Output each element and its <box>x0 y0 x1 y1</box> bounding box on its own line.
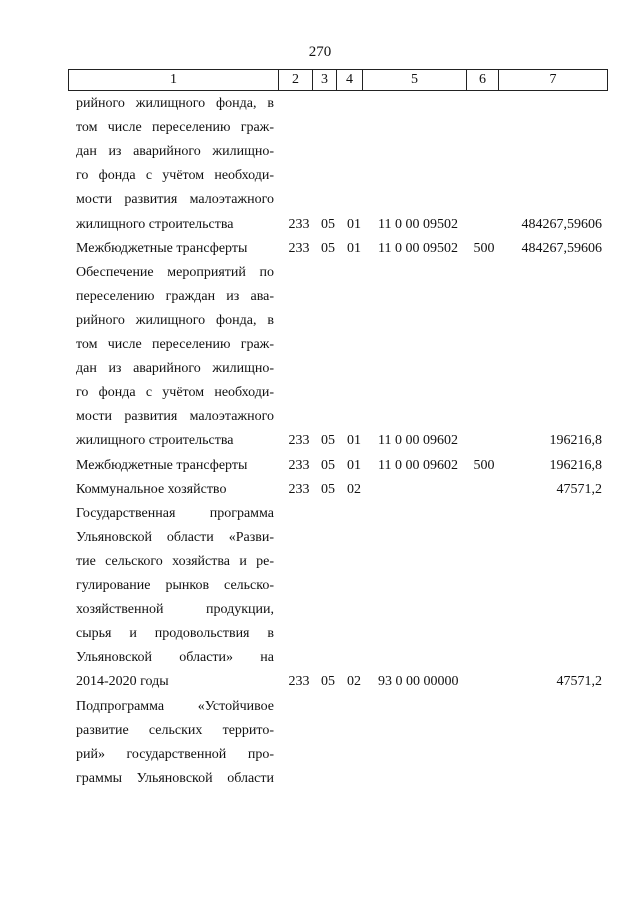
row-description: тие сельского хозяйства и ре- <box>76 553 274 569</box>
amount: 196216,8 <box>549 433 602 449</box>
row-description: го фонда с учётом необходи- <box>76 385 274 401</box>
subsection-code: 01 <box>347 457 361 473</box>
chapter-code: 233 <box>288 216 310 232</box>
table-row <box>0 429 640 453</box>
header-col-5: 5 <box>363 70 467 91</box>
table-row <box>0 140 640 164</box>
section-code: 05 <box>321 240 335 256</box>
row-description: 2014-2020 годы <box>76 674 169 690</box>
table-row <box>0 237 640 261</box>
table-row <box>0 188 640 212</box>
amount: 484267,59606 <box>521 240 602 256</box>
row-description: мости развития малоэтажного <box>76 409 274 425</box>
header-col-4: 4 <box>337 70 363 91</box>
table-row <box>0 695 640 719</box>
table-row <box>0 405 640 429</box>
expense-type-code: 500 <box>473 457 495 473</box>
row-description: хозяйственной продукции, <box>76 602 274 618</box>
table-row <box>0 502 640 526</box>
section-code: 05 <box>321 216 335 232</box>
target-article-code: 11 0 00 09502 <box>378 216 458 232</box>
table-row <box>0 743 640 767</box>
row-description: гулирование рынков сельско- <box>76 578 274 593</box>
subsection-code: 01 <box>347 433 361 449</box>
row-description: рийного жилищного фонда, в <box>76 312 274 328</box>
row-description: Ульяновской области» на <box>76 650 274 666</box>
target-article-code: 11 0 00 09502 <box>378 240 458 256</box>
row-description: Обеспечение мероприятий по <box>76 264 274 280</box>
table-row <box>0 116 640 140</box>
amount: 484267,59606 <box>521 216 602 232</box>
page-number: 270 <box>308 44 332 60</box>
chapter-code: 233 <box>288 481 310 497</box>
section-code: 05 <box>321 433 335 449</box>
amount: 196216,8 <box>549 457 602 473</box>
row-description: том числе переселению граж- <box>76 120 274 136</box>
table-row <box>0 213 640 237</box>
table-row <box>0 646 640 670</box>
row-description: го фонда с учётом необходи- <box>76 168 274 184</box>
table-row <box>0 454 640 478</box>
header-col-1: 1 <box>69 70 279 91</box>
row-description: Межбюджетные трансферты <box>76 240 248 256</box>
section-code: 05 <box>321 457 335 473</box>
row-description: рийного жилищного фонда, в <box>76 96 274 111</box>
table-row <box>0 767 640 791</box>
row-description: мости развития малоэтажного <box>76 192 274 208</box>
table-row <box>0 574 640 598</box>
section-code: 05 <box>321 674 335 690</box>
table-row <box>0 622 640 646</box>
table-row <box>0 598 640 622</box>
table-row <box>0 285 640 309</box>
row-description: развитие сельских террито- <box>76 722 274 738</box>
amount: 47571,2 <box>556 674 602 690</box>
table-row <box>0 670 640 694</box>
expense-type-code: 500 <box>473 240 495 256</box>
subsection-code: 02 <box>347 674 361 690</box>
row-description: дан из аварийного жилищно- <box>76 144 274 160</box>
row-description: том числе переселению граж- <box>76 337 274 352</box>
row-description: дан из аварийного жилищно- <box>76 361 274 377</box>
chapter-code: 233 <box>288 433 310 449</box>
table-row <box>0 381 640 405</box>
header-col-2: 2 <box>279 70 313 91</box>
amount: 47571,2 <box>556 481 602 497</box>
row-description: переселению граждан из ава- <box>76 288 274 304</box>
row-description: Государственная программа <box>76 505 274 521</box>
target-article-code: 11 0 00 09602 <box>378 457 458 473</box>
header-col-6: 6 <box>467 70 499 91</box>
table-row <box>0 719 640 743</box>
row-description: граммы Ульяновской области <box>76 770 274 786</box>
table-row <box>0 309 640 333</box>
table-row <box>0 357 640 381</box>
row-description: жилищного строительства <box>76 216 234 232</box>
row-description: Ульяновской области «Разви- <box>76 529 274 545</box>
table-row <box>0 333 640 357</box>
table-header <box>68 69 608 91</box>
subsection-code: 02 <box>347 481 361 497</box>
table-row <box>0 550 640 574</box>
target-article-code: 11 0 00 09602 <box>378 433 458 449</box>
header-col-3: 3 <box>313 70 337 91</box>
section-code: 05 <box>321 481 335 497</box>
subsection-code: 01 <box>347 216 361 232</box>
row-description: Коммунальное хозяйство <box>76 481 227 497</box>
table-row <box>0 261 640 285</box>
subsection-code: 01 <box>347 240 361 256</box>
row-description: жилищного строительства <box>76 433 234 449</box>
table-row <box>0 478 640 502</box>
row-description: Подпрограмма «Устойчивое <box>76 698 274 714</box>
chapter-code: 233 <box>288 674 310 690</box>
table-row <box>0 526 640 550</box>
chapter-code: 233 <box>288 457 310 473</box>
table-row <box>0 92 640 116</box>
chapter-code: 233 <box>288 240 310 256</box>
table-row <box>0 164 640 188</box>
row-description: Межбюджетные трансферты <box>76 457 248 473</box>
header-col-7: 7 <box>499 70 608 91</box>
row-description: сырья и продовольствия в <box>76 626 274 642</box>
row-description: рий» государственной про- <box>76 746 274 762</box>
target-article-code: 93 0 00 00000 <box>378 674 459 690</box>
